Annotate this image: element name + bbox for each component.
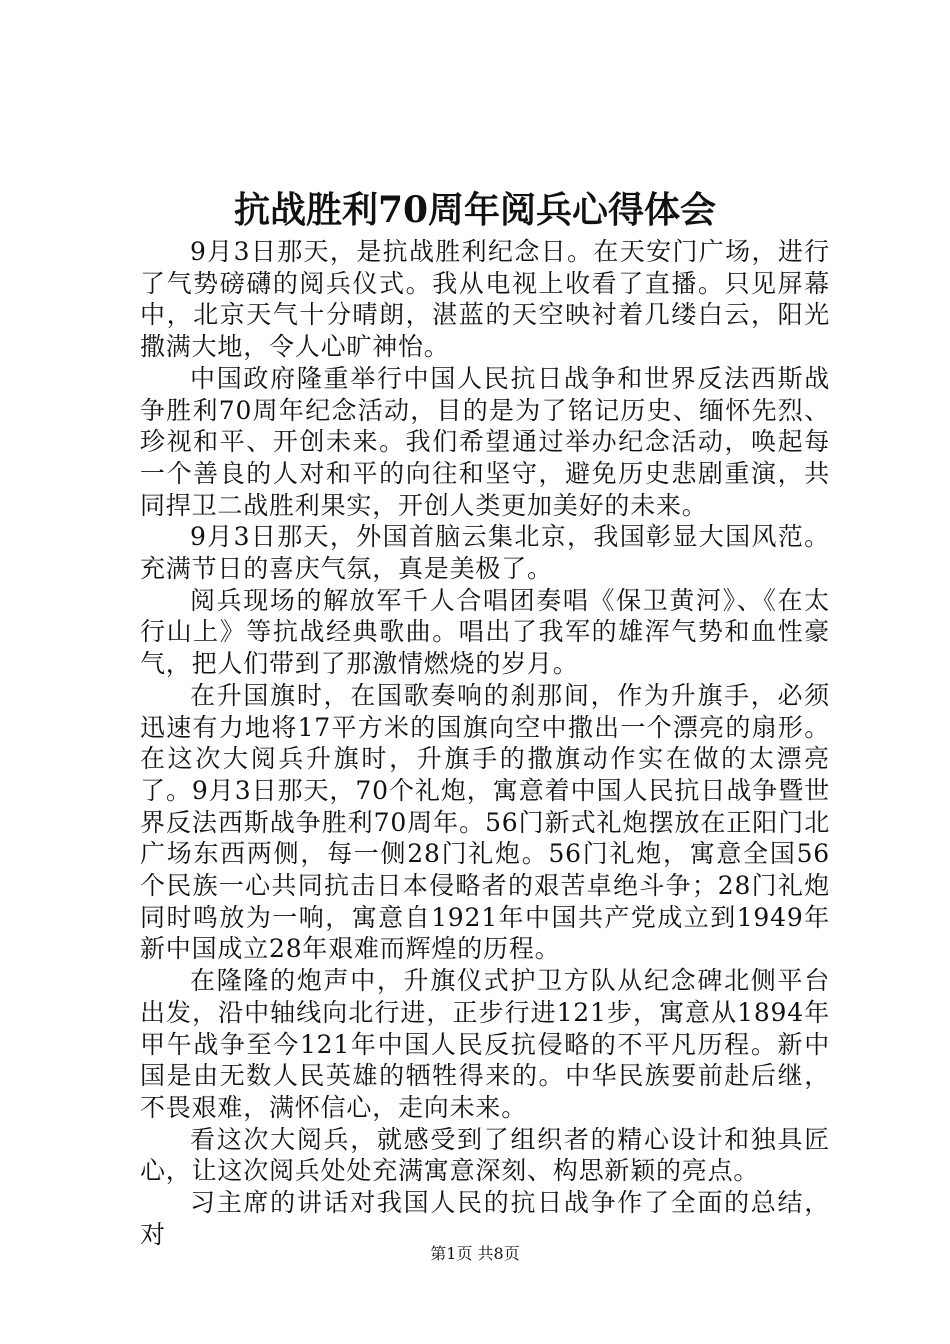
paragraph-5: 在升国旗时，在国歌奏响的刹那间，作为升旗手，必须迅速有力地将17平方米的国旗向空中撒出一个漂亮的扇形。在这次大阅兵升旗时，升旗手的撒旗动作实在做的太漂亮了。9月3日那天，70个礼炮，寓意着中国人民抗日战争暨世界反法西斯战争胜利70周年。56门新式礼炮摆放在正阳门北广场东西两侧，每一侧28门礼炮。56门礼炮，寓意全国56个民族一心共同抗击日本侵略者的艰苦卓绝斗争；28门礼炮同时鸣放为一响，寓意自1921年中国共产党成立到1949年新中国成立28年艰难而辉煌的历程。 [140, 680, 830, 964]
paragraph-2: 中国政府隆重举行中国人民抗日战争和世界反法西斯战争胜利70周年纪念活动，目的是为了铭记历史、缅怀先烈、珍视和平、开创未来。我们希望通过举办纪念活动，唤起每一个善良的人对和平的向往和坚守，避免历史悲剧重演，共同捍卫二战胜利果实，开创人类更加美好的未来。 [140, 363, 830, 520]
paragraph-8: 习主席的讲话对我国人民的抗日战争作了全面的总结，对 [140, 1188, 830, 1249]
paragraph-1: 9月3日那天，是抗战胜利纪念日。在天安门广场，进行了气势磅礴的阅兵仪式。我从电视上收看了直播。只见屏幕中，北京天气十分晴朗，湛蓝的天空映衬着几缕白云，阳光撒满大地，令人心旷神怡。 [140, 237, 830, 362]
page-number-footer: 第1页 共8页 [430, 1244, 520, 1263]
document-title: 抗战胜利70周年阅兵心得体会 [233, 189, 717, 231]
paragraph-3: 9月3日那天，外国首脑云集北京，我国彰显大国风范。充满节日的喜庆气氛，真是美极了。 [140, 522, 830, 584]
document-body [140, 236, 830, 1251]
paragraph-6: 在隆隆的炮声中，升旗仪式护卫方队从纪念碑北侧平台出发，沿中轴线向北行进，正步行进121步，寓意从1894年甲午战争至今121年中国人民反抗侵略的不平凡历程。新中国是由无数人民英雄的牺牲得来的。中华民族要前赴后继，不畏艰难，满怀信心，走向未来。 [140, 966, 830, 1122]
paragraph-7: 看这次大阅兵，就感受到了组织者的精心设计和独具匠心，让这次阅兵处处充满寓意深刻、构思新颖的亮点。 [140, 1124, 830, 1186]
paragraph-4: 阅兵现场的解放军千人合唱团奏唱《保卫黄河》、《在太行山上》等抗战经典歌曲。唱出了我军的雄浑气势和血性豪气，把人们带到了那激情燃烧的岁月。 [140, 585, 830, 679]
